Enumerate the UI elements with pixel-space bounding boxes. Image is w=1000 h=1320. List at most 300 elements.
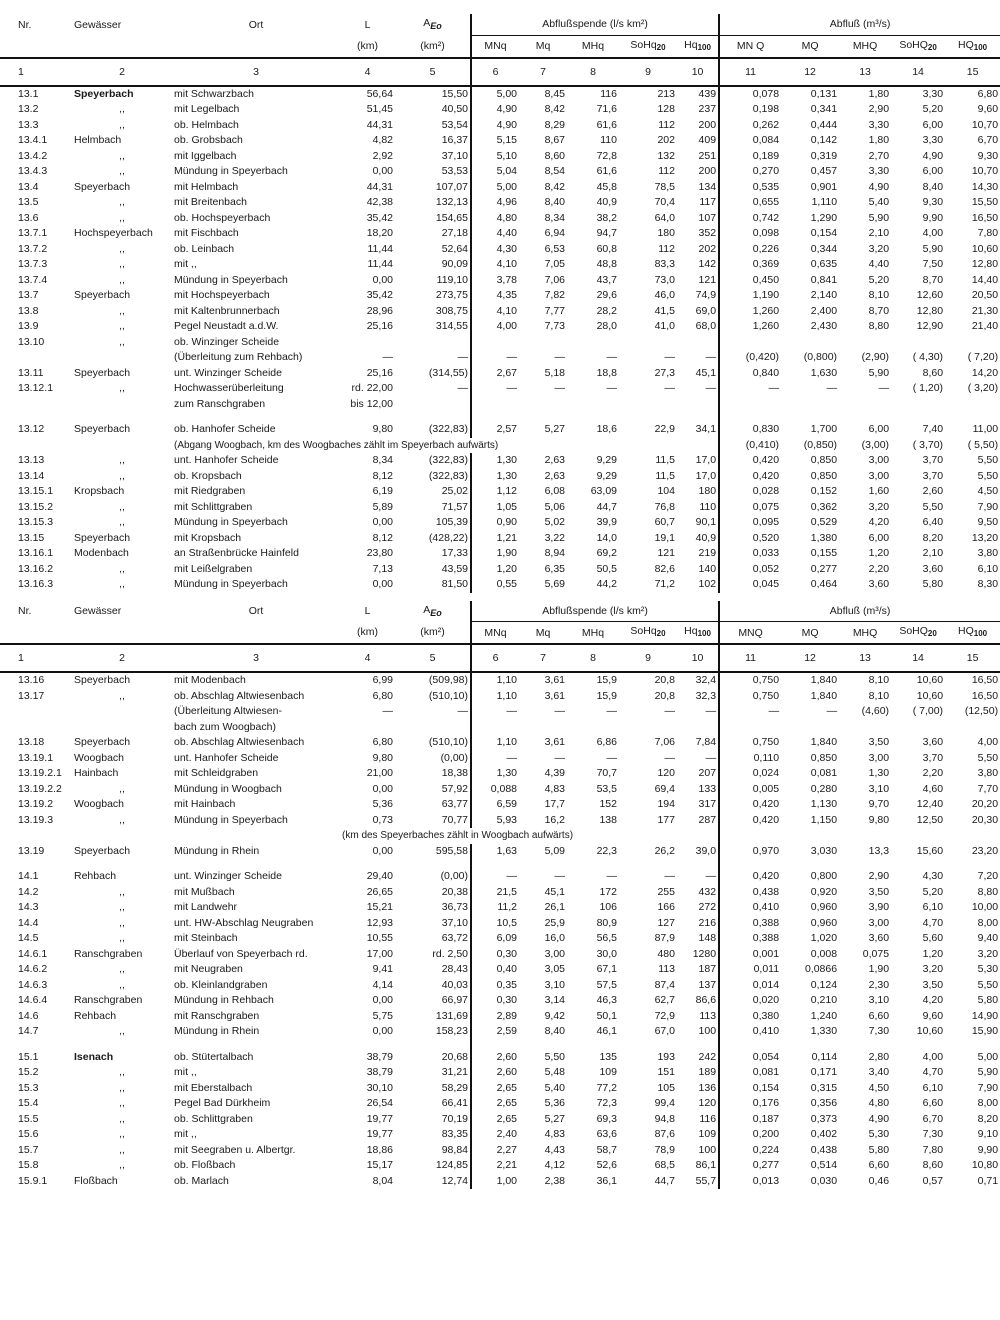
cell-value: 0,850 bbox=[810, 751, 838, 764]
cell-value: 4,83 bbox=[544, 782, 565, 795]
cell-nr: 13.12.1 bbox=[18, 382, 54, 394]
header-spende-hq bbox=[677, 622, 719, 645]
cell-value: 120 bbox=[677, 1096, 719, 1112]
cell-value: 128 bbox=[657, 103, 675, 115]
header-label: Hq bbox=[684, 625, 698, 637]
cell-value: 6,60 bbox=[922, 1097, 944, 1109]
cell-value: 5,20 bbox=[868, 273, 890, 286]
cell-value: 4,50 bbox=[977, 485, 999, 497]
header-spende-mnq bbox=[471, 622, 519, 645]
cell-value: 25,9 bbox=[544, 916, 565, 929]
cell-value: 62,7 bbox=[654, 994, 675, 1006]
cell-value: 2,67 bbox=[496, 366, 517, 379]
table-row bbox=[0, 828, 1000, 844]
cell-area: (509,98) bbox=[395, 672, 471, 689]
header-spende-mhq bbox=[567, 35, 619, 58]
cell-value: 8,80 bbox=[868, 320, 890, 332]
column-number-7: 7 bbox=[519, 58, 567, 86]
cell-ort: mit ,, bbox=[174, 1128, 197, 1140]
cell-value: 213 bbox=[657, 87, 675, 100]
cell-area: 63,77 bbox=[395, 797, 471, 813]
cell-value: 0,142 bbox=[810, 134, 838, 146]
cell-nr: 13.15.2 bbox=[18, 500, 54, 513]
cell-area: 81,50 bbox=[395, 577, 471, 593]
cell-length: 26,54 bbox=[366, 1097, 393, 1109]
table-row bbox=[0, 257, 1000, 273]
header-spende-mnq bbox=[471, 35, 519, 58]
cell-value: 0,045 bbox=[752, 578, 780, 590]
cell-value: 0,154 bbox=[810, 227, 838, 239]
table-row bbox=[0, 1158, 1000, 1174]
cell-value: 39,0 bbox=[677, 844, 719, 860]
cell-value: 6,00 bbox=[868, 531, 890, 544]
cell-value: 1,00 bbox=[496, 1174, 517, 1187]
cell-value: 26,1 bbox=[544, 901, 565, 913]
cell-value: 3,61 bbox=[544, 689, 565, 702]
cell-gewaesser: ,, bbox=[119, 320, 125, 332]
cell-gewaesser: Ranschgraben bbox=[74, 947, 143, 960]
cell-value: 16,50 bbox=[971, 674, 999, 686]
cell-value: 8,10 bbox=[868, 689, 890, 702]
cell-length: 28,96 bbox=[366, 304, 393, 317]
cell-area: 71,57 bbox=[395, 500, 471, 516]
cell-value: 1,840 bbox=[810, 736, 838, 748]
cell-value: 0,277 bbox=[752, 1159, 780, 1171]
cell-value: 0,075 bbox=[752, 500, 780, 513]
cell-value: — bbox=[554, 870, 565, 882]
cell-area: 36,73 bbox=[395, 900, 471, 916]
cell-value: 0,001 bbox=[752, 947, 780, 960]
cell-value: 3,10 bbox=[544, 978, 565, 991]
cell-value: 5,27 bbox=[544, 423, 565, 435]
cell-gewaesser: ,, bbox=[119, 689, 125, 702]
table-row bbox=[0, 288, 1000, 304]
cell-area: rd. 2,50 bbox=[395, 947, 471, 963]
cell-ort: Mündung in Speyerbach bbox=[174, 578, 288, 590]
cell-value: 0,520 bbox=[752, 531, 780, 544]
cell-value: 0,052 bbox=[752, 562, 780, 575]
cell-value: 3,90 bbox=[868, 901, 890, 913]
cell-value: 193 bbox=[657, 1050, 675, 1063]
cell-value: 72,9 bbox=[654, 1009, 675, 1022]
cell-value: 3,22 bbox=[544, 531, 565, 544]
cell-value: 45,8 bbox=[596, 180, 617, 193]
cell-value: — bbox=[664, 705, 675, 717]
cell-value: 107 bbox=[677, 211, 719, 227]
cell-value: 1,10 bbox=[496, 674, 517, 686]
cell-nr: 13.9 bbox=[18, 320, 39, 332]
header-subscript: 100 bbox=[697, 629, 711, 638]
cell-gewaesser: Speyerbach bbox=[74, 531, 131, 544]
cell-gewaesser: Floßbach bbox=[74, 1174, 118, 1187]
cell-value: 2,90 bbox=[868, 870, 890, 882]
cell-ort bbox=[172, 828, 340, 844]
table-row bbox=[0, 916, 1000, 932]
cell-nr: 14.6.2 bbox=[18, 963, 48, 975]
cell-nr: 13.10 bbox=[18, 335, 45, 348]
cell-value: 116 bbox=[677, 1112, 719, 1128]
spacer-cell bbox=[567, 1040, 619, 1050]
cell-value: 0,084 bbox=[752, 134, 780, 146]
cell-value: 0,095 bbox=[752, 516, 780, 528]
cell-gewaesser: Woogbach bbox=[74, 751, 125, 764]
group-header-abflussspende: Abflußspende (l/s km²) bbox=[471, 14, 719, 35]
row-note: (Abgang Woogbach, km des Woogbaches zählt im Speyerbach aufwärts) bbox=[172, 438, 719, 454]
cell-length: 9,80 bbox=[372, 423, 393, 435]
header-subscript: 20 bbox=[656, 42, 666, 52]
header-label: MHQ bbox=[852, 40, 878, 52]
cell-nr: 14.5 bbox=[18, 932, 39, 944]
cell-value: 3,60 bbox=[922, 562, 944, 575]
cell-length: 23,80 bbox=[366, 547, 393, 559]
cell-value: 202 bbox=[677, 242, 719, 258]
cell-value: 5,00 bbox=[977, 1050, 999, 1063]
cell-nr: 13.16.2 bbox=[18, 562, 54, 575]
cell-gewaesser: ,, bbox=[119, 1143, 125, 1156]
spacer-cell bbox=[677, 412, 719, 422]
cell-gewaesser: ,, bbox=[119, 1097, 125, 1109]
cell-ort: ob. Abschlag Altwiesenbach bbox=[174, 736, 305, 748]
cell-length: 44,31 bbox=[366, 180, 393, 193]
cell-value: 0,198 bbox=[752, 103, 780, 115]
cell-value: 20,8 bbox=[654, 674, 675, 686]
cell-gewaesser: ,, bbox=[119, 118, 125, 131]
cell-gewaesser: ,, bbox=[119, 1025, 125, 1037]
cell-length: 8,12 bbox=[372, 531, 393, 544]
cell-value: 2,400 bbox=[810, 304, 838, 317]
cell-value: 3,05 bbox=[544, 963, 565, 975]
cell-ort: Mündung in Speyerbach bbox=[174, 165, 288, 177]
header-subscript: 100 bbox=[697, 42, 711, 52]
cell-value: 0,388 bbox=[752, 932, 780, 944]
cell-nr: 15.1 bbox=[18, 1050, 39, 1063]
header-gewaesser: Gewässer bbox=[74, 605, 122, 617]
header-length: L bbox=[364, 18, 371, 31]
cell-value: 9,40 bbox=[977, 932, 999, 944]
table-row bbox=[0, 577, 1000, 593]
cell-value: 6,60 bbox=[868, 1009, 890, 1022]
cell-value: 3,40 bbox=[868, 1066, 890, 1078]
cell-nr: 13.16.3 bbox=[18, 578, 54, 590]
cell-value bbox=[839, 720, 891, 736]
cell-length: 9,80 bbox=[372, 751, 393, 764]
table-row bbox=[0, 751, 1000, 767]
cell-value: 113 bbox=[677, 1009, 719, 1025]
cell-value: 0,110 bbox=[753, 751, 780, 764]
cell-value: 1,90 bbox=[496, 547, 517, 559]
cell-length: 25,16 bbox=[366, 320, 393, 332]
cell-value: 0,277 bbox=[810, 562, 838, 575]
cell-area: 595,58 bbox=[395, 844, 471, 860]
cell-value: 41,0 bbox=[654, 320, 675, 332]
cell-value: 4,80 bbox=[868, 1097, 890, 1109]
cell-value: 2,59 bbox=[496, 1025, 517, 1037]
cell-gewaesser: Rehbach bbox=[74, 870, 117, 882]
cell-value: 7,73 bbox=[544, 320, 565, 332]
cell-value: 20,30 bbox=[971, 813, 999, 826]
column-number-7: 7 bbox=[519, 644, 567, 672]
table-row bbox=[0, 1112, 1000, 1128]
cell-value: 1,840 bbox=[810, 674, 838, 686]
cell-value: 9,60 bbox=[922, 1009, 944, 1022]
cell-value: 0,420 bbox=[752, 469, 780, 482]
cell-value: — bbox=[506, 705, 517, 717]
cell-value: 9,60 bbox=[977, 103, 999, 115]
cell-value: 8,42 bbox=[544, 180, 565, 193]
table-section-2 bbox=[0, 593, 1000, 1190]
cell-value: 3,14 bbox=[544, 994, 565, 1006]
cell-value: 5,06 bbox=[544, 500, 565, 513]
cell-value: 127 bbox=[657, 916, 675, 929]
cell-value: 14,30 bbox=[971, 180, 999, 193]
cell-value: 0,850 bbox=[810, 454, 838, 466]
cell-value: 78,9 bbox=[654, 1143, 675, 1156]
cell-value bbox=[891, 397, 945, 413]
table-row bbox=[0, 469, 1000, 485]
cell-value: 6,60 bbox=[868, 1159, 890, 1171]
cell-nr: 13.15 bbox=[18, 531, 45, 544]
cell-value: 17,7 bbox=[544, 798, 565, 810]
cell-value: 0,35 bbox=[496, 978, 517, 991]
column-number-8: 8 bbox=[567, 58, 619, 86]
cell-value: 23,20 bbox=[971, 844, 999, 857]
cell-value: 4,96 bbox=[496, 196, 517, 208]
cell-value: 17,0 bbox=[677, 469, 719, 485]
cell-length: 9,41 bbox=[372, 963, 393, 975]
cell-value: 1,20 bbox=[496, 562, 517, 575]
header-abfluss-hq bbox=[945, 622, 1000, 645]
cell-value: 50,5 bbox=[596, 562, 617, 575]
header-label: HQ bbox=[958, 38, 974, 51]
cell-value: 3,20 bbox=[922, 963, 944, 975]
cell-value: 61,6 bbox=[596, 165, 617, 177]
cell-value: 56,5 bbox=[596, 932, 617, 944]
cell-value: 5,50 bbox=[977, 751, 999, 764]
cell-area: (510,10) bbox=[395, 735, 471, 751]
cell-value: 3,20 bbox=[868, 500, 890, 513]
table-row bbox=[0, 350, 1000, 366]
cell-length: 21,00 bbox=[366, 767, 393, 779]
spacer-cell bbox=[945, 1040, 1000, 1050]
column-number-3: 3 bbox=[172, 58, 340, 86]
header-label: HQ bbox=[958, 625, 974, 637]
cell-value: 0,840 bbox=[752, 366, 780, 379]
cell-area: 20,68 bbox=[395, 1050, 471, 1066]
column-number-6: 6 bbox=[471, 58, 519, 86]
header-area-sub: Eo bbox=[430, 21, 442, 31]
cell-gewaesser: ,, bbox=[119, 978, 125, 991]
cell-value: 0,750 bbox=[752, 674, 780, 686]
cell-length: 0,00 bbox=[372, 165, 393, 177]
cell-value: 0,40 bbox=[496, 963, 517, 975]
cell-value: 16,50 bbox=[971, 211, 999, 224]
cell-value: 2,65 bbox=[496, 1112, 517, 1125]
cell-value: 352 bbox=[677, 226, 719, 242]
spacer-cell bbox=[677, 1040, 719, 1050]
spacer-cell bbox=[72, 412, 172, 422]
cell-value: 2,140 bbox=[810, 289, 838, 301]
table-row bbox=[0, 195, 1000, 211]
header-label: SoHQ bbox=[899, 625, 928, 637]
cell-value: 1,30 bbox=[868, 767, 890, 779]
cell-value: 110 bbox=[600, 134, 617, 146]
cell-value: 40,9 bbox=[677, 531, 719, 547]
cell-value: (2,90) bbox=[861, 351, 890, 363]
cell-nr: 14.7 bbox=[18, 1025, 39, 1037]
cell-ort: Überlauf von Speyerbach rd. bbox=[174, 947, 308, 960]
cell-value: 4,60 bbox=[922, 782, 944, 795]
table-row bbox=[0, 869, 1000, 885]
spacer-cell bbox=[519, 412, 567, 422]
cell-gewaesser bbox=[72, 704, 172, 720]
cell-value: ( 5,50) bbox=[967, 438, 999, 451]
cell-ort: mit Helmbach bbox=[174, 180, 239, 193]
cell-value: 0,369 bbox=[752, 258, 780, 270]
cell-value: 189 bbox=[677, 1065, 719, 1081]
cell-area: 20,38 bbox=[395, 885, 471, 901]
cell-nr: 13.15.1 bbox=[18, 485, 54, 497]
cell-ort: unt. HW-Abschlag Neugraben bbox=[174, 916, 314, 929]
cell-value: — bbox=[878, 382, 890, 394]
cell-value: 77,2 bbox=[596, 1081, 617, 1094]
cell-value: 21,5 bbox=[496, 885, 517, 898]
cell-value: 0,841 bbox=[810, 273, 838, 286]
cell-nr: 14.1 bbox=[18, 870, 39, 882]
cell-value: 121 bbox=[657, 547, 675, 559]
cell-value: 10,80 bbox=[971, 1159, 999, 1171]
cell-nr: 15.3 bbox=[18, 1081, 39, 1094]
cell-nr: 13.11 bbox=[18, 366, 44, 379]
cell-value: 9,70 bbox=[868, 798, 890, 810]
cell-value: 46,1 bbox=[596, 1025, 617, 1037]
cell-value: 14,20 bbox=[971, 366, 999, 379]
cell-value: 3,70 bbox=[922, 469, 944, 482]
cell-length: — bbox=[382, 351, 393, 363]
cell-area bbox=[395, 397, 471, 413]
cell-length: 10,55 bbox=[366, 932, 393, 944]
column-number-14: 14 bbox=[891, 58, 945, 86]
cell-value bbox=[567, 335, 619, 351]
cell-value: — bbox=[677, 704, 719, 720]
cell-value: 5,27 bbox=[544, 1112, 565, 1125]
discharge-table-2 bbox=[0, 601, 1000, 1190]
table-row bbox=[0, 689, 1000, 705]
cell-value: 0,420 bbox=[752, 454, 780, 466]
cell-value: — bbox=[606, 751, 617, 764]
spacer-cell bbox=[781, 1040, 839, 1050]
header-label: MHq bbox=[581, 626, 605, 639]
spacer-cell bbox=[619, 1040, 677, 1050]
cell-area: 40,03 bbox=[395, 978, 471, 994]
cell-value: 113 bbox=[658, 963, 675, 975]
cell-gewaesser: ,, bbox=[119, 1081, 125, 1094]
cell-value: 16,2 bbox=[544, 813, 565, 826]
spacer-cell bbox=[340, 412, 395, 422]
cell-value: 10,60 bbox=[916, 1025, 944, 1037]
column-number-1: 1 bbox=[0, 644, 72, 672]
cell-area: 90,09 bbox=[395, 257, 471, 273]
cell-value: 4,00 bbox=[977, 736, 999, 748]
table-row bbox=[0, 102, 1000, 118]
cell-value: 0,514 bbox=[810, 1159, 838, 1171]
discharge-table-1 bbox=[0, 14, 1000, 593]
cell-value: 0,960 bbox=[810, 901, 838, 913]
cell-value: 8,40 bbox=[922, 180, 944, 193]
header-spende-mq bbox=[519, 622, 567, 645]
cell-length: 0,00 bbox=[372, 273, 393, 286]
cell-value: 3,60 bbox=[868, 578, 890, 590]
cell-area: 63,72 bbox=[395, 931, 471, 947]
cell-area: — bbox=[395, 704, 471, 720]
cell-value: 2,63 bbox=[544, 454, 565, 466]
cell-value: 94,8 bbox=[654, 1112, 675, 1125]
cell-value: 26,2 bbox=[654, 844, 675, 857]
cell-value: 3,00 bbox=[868, 916, 890, 929]
cell-value: 106 bbox=[599, 901, 617, 913]
cell-value bbox=[677, 335, 719, 351]
cell-value: 4,50 bbox=[868, 1081, 890, 1094]
cell-value: 82,6 bbox=[654, 562, 675, 575]
column-number-5: 5 bbox=[395, 644, 471, 672]
cell-value: 38,2 bbox=[596, 211, 617, 224]
cell-value: 1,30 bbox=[496, 469, 517, 482]
cell-value: 18,6 bbox=[596, 423, 617, 435]
cell-value: 3,10 bbox=[868, 994, 890, 1006]
cell-gewaesser: Hochspeyerbach bbox=[74, 227, 153, 239]
cell-value: 29,6 bbox=[596, 289, 617, 301]
cell-value: 8,94 bbox=[544, 547, 565, 559]
cell-nr: 13.19.1 bbox=[18, 751, 54, 764]
cell-value: 0,90 bbox=[496, 516, 517, 528]
cell-value bbox=[719, 720, 781, 736]
cell-area: 37,10 bbox=[395, 149, 471, 165]
spacer-cell bbox=[781, 859, 839, 869]
cell-area: — bbox=[395, 350, 471, 366]
cell-value: 1,110 bbox=[811, 196, 838, 208]
cell-value: 4,90 bbox=[868, 180, 890, 193]
spacer-cell bbox=[395, 859, 471, 869]
cell-ort: mit Leißelgraben bbox=[174, 562, 253, 575]
cell-nr: 13.2 bbox=[18, 103, 39, 115]
cell-value: ( 4,30) bbox=[912, 351, 944, 363]
cell-area: 131,69 bbox=[395, 1009, 471, 1025]
cell-value: 14,90 bbox=[971, 1009, 999, 1022]
cell-ort: mit Kropsbach bbox=[174, 531, 242, 544]
cell-value: 74,9 bbox=[677, 288, 719, 304]
cell-nr bbox=[0, 828, 72, 844]
cell-value: 0,450 bbox=[752, 273, 780, 286]
cell-value: 0,742 bbox=[752, 211, 780, 224]
cell-value: 4,40 bbox=[868, 258, 890, 270]
header-label: Hq bbox=[684, 38, 698, 51]
cell-value: 72,3 bbox=[596, 1097, 617, 1109]
cell-value: — bbox=[768, 382, 780, 394]
cell-value: 4,90 bbox=[868, 1112, 890, 1125]
cell-value: 207 bbox=[677, 766, 719, 782]
cell-value: 3,00 bbox=[868, 454, 890, 466]
cell-value: 13,20 bbox=[971, 531, 999, 544]
cell-value: 99,4 bbox=[654, 1097, 675, 1109]
cell-area: 27,18 bbox=[395, 226, 471, 242]
cell-length: 4,14 bbox=[372, 978, 393, 991]
cell-nr: 13.16.1 bbox=[18, 547, 54, 559]
cell-value: 8,20 bbox=[977, 1112, 999, 1125]
cell-value: 0,262 bbox=[752, 118, 780, 131]
cell-value: 1,130 bbox=[810, 798, 838, 810]
cell-ort: mit Landwehr bbox=[174, 901, 238, 913]
cell-value: 20,8 bbox=[654, 689, 675, 702]
cell-value: — bbox=[506, 870, 517, 882]
